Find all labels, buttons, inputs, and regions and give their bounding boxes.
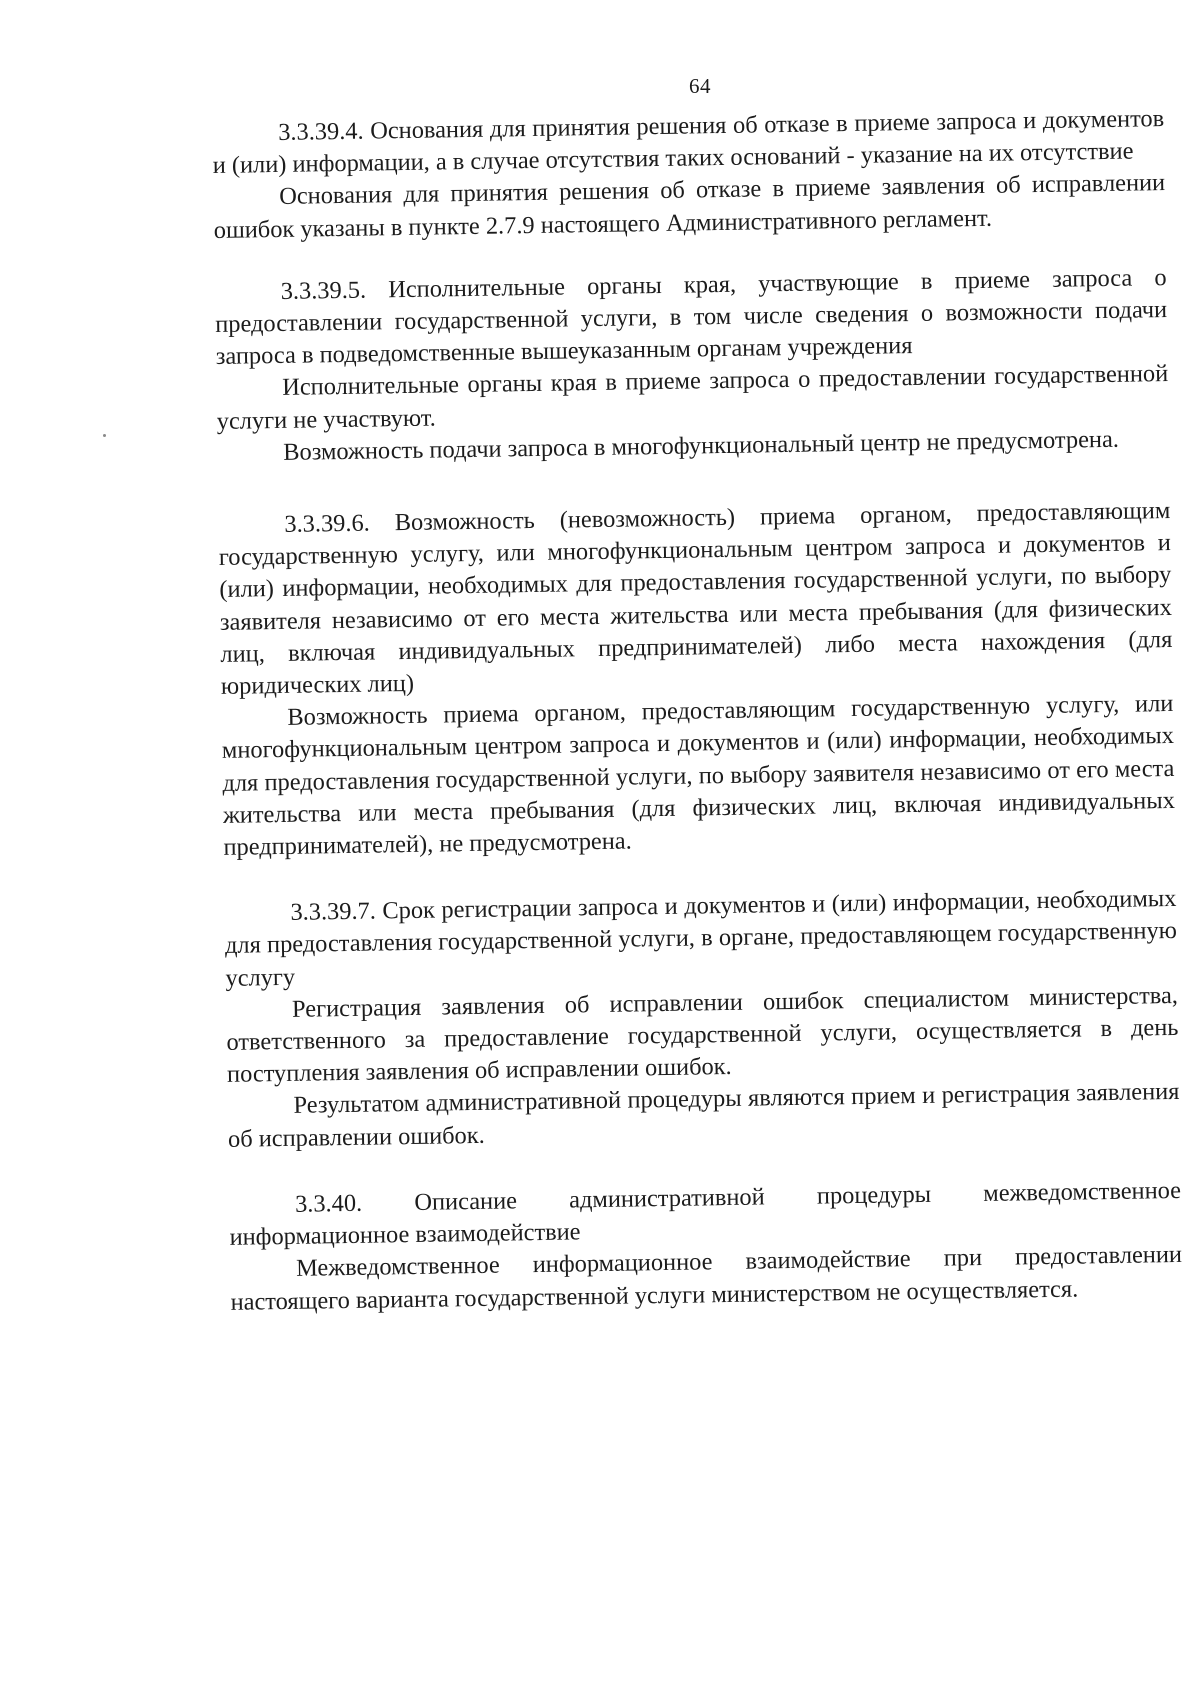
section-3-3-39-4 [212,103,1166,247]
section-paragraph: Основания для принятия решения об отказе в приеме заявления об исправлении ошибок указаны в пункте 2.7.9 настоящего Административного регламент. [213,169,1166,244]
section-paragraph: Исполнительные органы края в приеме запроса о предоставлении государственной услуги не участвуют. [216,360,1169,435]
section-3-3-39-7 [224,883,1180,1156]
section-paragraph: Возможность приема органом, предоставляющим государственную услугу, или многофункциональным центром запроса и документов и (или) информации, необходимых для предоставления государственной услуги, по выбору заявителя независимо от его места жительства или места пребывания (для физических лиц, включая индивидуальных предпринимателей), не предусмотрена. [221,690,1176,861]
section-paragraph: Регистрация заявления об исправлении ошибок специалистом министерства, ответственного за предоставление государственной услуги, осуществляется в день поступления заявления об исправлении ошибок. [226,981,1179,1089]
section-heading: 3.3.39.6. Возможность (невозможность) приема органом, предоставляющим государственную услугу, или многофункциональным центром запроса и документов и (или) информации, необходимых для предоставления государственной услуги, по выбору заявителя независимо от его места жительства или места пребывания (для физических лиц, включая индивидуальных предпринимателей) либо места нахождения (для юридических лиц) [218,497,1173,700]
section-heading: 3.3.40. Описание административной процедуры межведомственное информационное взаимодействие [229,1176,1182,1251]
document-body [212,103,1183,1319]
section-3-3-39-5 [214,262,1169,470]
page-number: 64 [689,74,711,98]
section-paragraph: Возможность подачи запроса в многофункциональный центр не предусмотрена. [283,425,1120,466]
section-heading: 3.3.39.5. Исполнительные органы края, участвующие в приеме запроса о предоставлении государственной услуги, в том числе сведения о возможности подачи запроса в подведомственные вышеуказанным органам учреждения [215,263,1168,371]
section-paragraph: Межведомственное информационное взаимодействие при предоставлении настоящего варианта государственной услуги министерством не осуществляется. [230,1241,1183,1316]
section-3-3-39-6 [218,495,1175,864]
section-heading: 3.3.39.7. Срок регистрации запроса и документов и (или) информации, необходимых для предоставления государственной услуги, в органе, предоставляющем государственную услугу [224,885,1178,992]
section-3-3-40 [229,1175,1183,1319]
scan-speck [103,434,106,437]
section-paragraph: Результатом административной процедуры являются прием и регистрация заявления об исправлении ошибок. [227,1078,1180,1153]
section-heading: 3.3.39.4. Основания для принятия решения об отказе в приеме запроса и документов и (или) информации, а в случае отсутствия таких оснований - указание на их отсутствие [212,105,1165,180]
